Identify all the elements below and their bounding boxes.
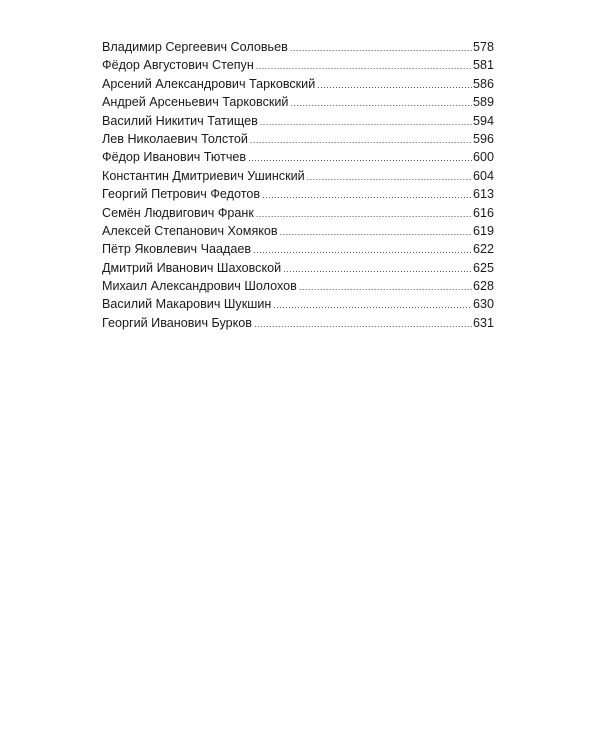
toc-entry[interactable] (102, 259, 494, 277)
toc-entry-page: 631 (472, 315, 494, 330)
toc-entry-name: Лев Николаевич Толстой (102, 131, 248, 146)
toc-entry-page: 622 (472, 242, 494, 257)
toc-entry[interactable] (102, 112, 494, 130)
toc-entry[interactable] (102, 167, 494, 185)
toc-entry[interactable] (102, 75, 494, 93)
toc-entry-name: Василий Никитич Татищев (102, 113, 258, 128)
toc-leader-dots (273, 296, 472, 314)
toc-entry-page: 596 (472, 131, 494, 146)
toc-entry-page: 586 (472, 76, 494, 91)
toc-entry-page: 616 (472, 205, 494, 220)
toc-entry-name: Пётр Яковлевич Чаадаев (102, 242, 252, 257)
toc-entry[interactable] (102, 185, 494, 203)
toc-entry-page: 578 (472, 40, 494, 54)
toc-entry-name: Семён Людвигович Франк (102, 205, 254, 220)
toc-leader-dots (250, 131, 472, 149)
toc-entry-name: Дмитрий Иванович Шаховской (102, 260, 282, 275)
toc-entry-page: 619 (472, 223, 494, 238)
toc-leader-dots (283, 260, 472, 278)
toc-leader-dots (280, 223, 472, 241)
toc-leader-dots (299, 278, 472, 296)
table-of-contents (102, 38, 494, 332)
toc-entry[interactable] (102, 295, 494, 313)
toc-entry[interactable] (102, 56, 494, 74)
toc-leader-dots (248, 149, 472, 167)
toc-entry[interactable] (102, 93, 494, 111)
toc-entry[interactable] (102, 240, 494, 258)
toc-entry-name: Михаил Александрович Шолохов (102, 279, 297, 294)
toc-entry-page: 581 (472, 58, 494, 73)
toc-entry-name: Андрей Арсеньевич Тарковский (102, 95, 289, 110)
toc-entry-page: 594 (472, 113, 494, 128)
toc-entry-name: Георгий Петрович Федотов (102, 187, 261, 202)
toc-entry[interactable] (102, 314, 494, 332)
toc-leader-dots (256, 205, 472, 223)
toc-entry-page: 600 (472, 150, 494, 165)
toc-entry[interactable] (102, 222, 494, 240)
toc-entry-name: Арсений Александрович Тарковский (102, 76, 316, 91)
toc-leader-dots (317, 76, 472, 94)
toc-entry-page: 630 (472, 297, 494, 312)
toc-leader-dots (254, 315, 472, 333)
toc-entry-page: 625 (472, 260, 494, 275)
toc-entry-name: Владимир Сергеевич Соловьев (102, 40, 288, 54)
toc-entry-name: Василий Макарович Шукшин (102, 297, 272, 312)
toc-leader-dots (256, 57, 472, 75)
toc-leader-dots (290, 39, 472, 57)
toc-entry-name: Георгий Иванович Бурков (102, 315, 252, 330)
toc-entry-name: Фёдор Иванович Тютчев (102, 150, 247, 165)
toc-entry-name: Фёдор Августович Степун (102, 58, 254, 73)
toc-entry[interactable] (102, 277, 494, 295)
toc-entry-page: 604 (472, 168, 494, 183)
toc-entry[interactable] (102, 38, 494, 56)
toc-entry[interactable] (102, 204, 494, 222)
toc-entry-page: 589 (472, 95, 494, 110)
toc-leader-dots (307, 168, 472, 186)
toc-leader-dots (260, 113, 472, 131)
toc-entry-page: 613 (472, 187, 494, 202)
toc-entry[interactable] (102, 130, 494, 148)
toc-entry-page: 628 (472, 279, 494, 294)
toc-leader-dots (290, 94, 472, 112)
toc-entry-name: Константин Дмитриевич Ушинский (102, 168, 305, 183)
toc-entry-name: Алексей Степанович Хомяков (102, 223, 278, 238)
toc-leader-dots (253, 241, 472, 259)
toc-leader-dots (262, 186, 472, 204)
toc-entry[interactable] (102, 148, 494, 166)
